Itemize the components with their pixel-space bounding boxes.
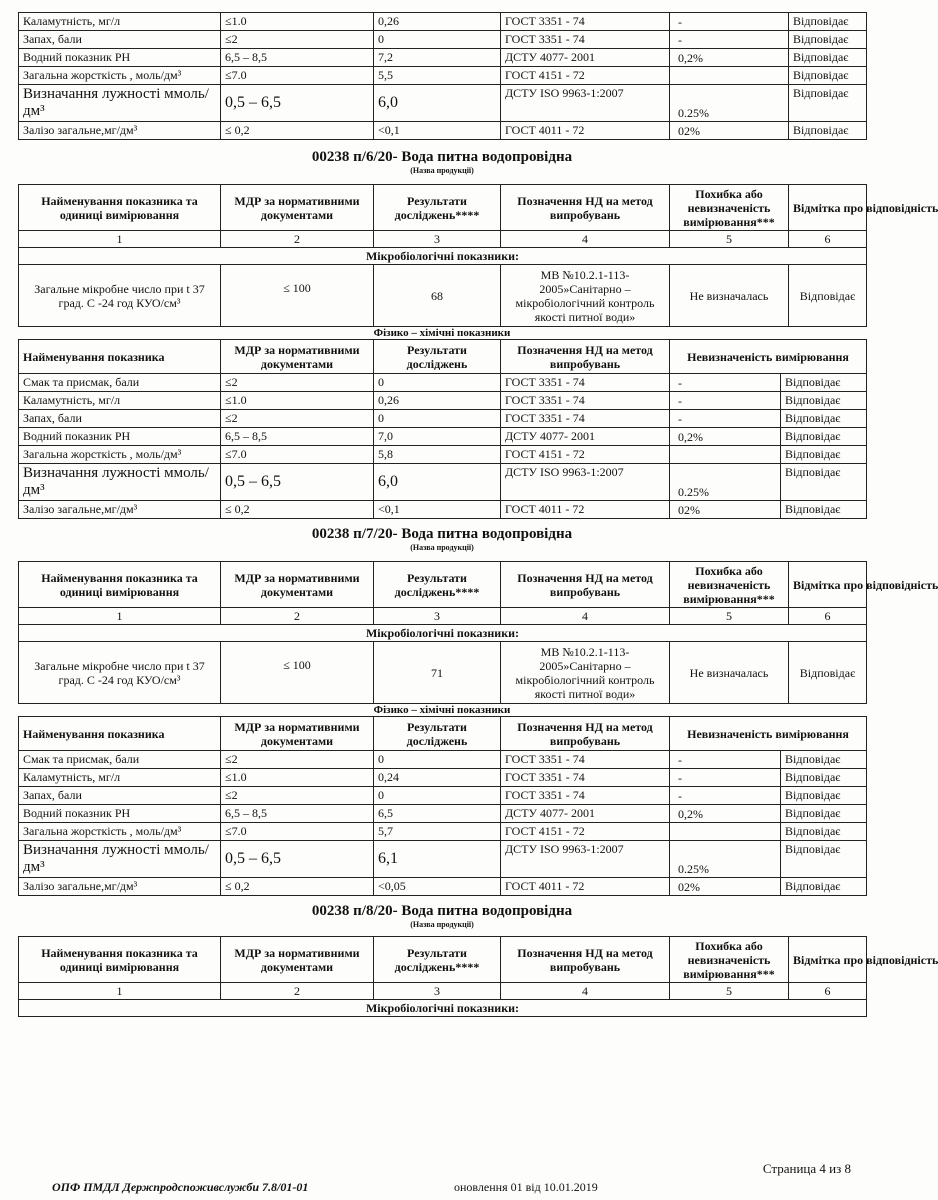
indicator-method: ГОСТ 4011 - 72: [501, 878, 670, 896]
indicator-row: [19, 446, 867, 464]
indicator-row: [19, 501, 867, 519]
indicator-result: 0,26: [374, 392, 501, 410]
indicator-result: 6,0: [374, 85, 501, 122]
indicator-method: ГОСТ 4151 - 72: [501, 446, 670, 464]
indicator-norm: ≤2: [221, 31, 374, 49]
ph-header-method: Позначення НД на метод випробувань: [501, 340, 670, 374]
indicator-norm: ≤2: [221, 751, 374, 769]
indicator-norm: ≤1.0: [221, 392, 374, 410]
col-num-2: 2: [221, 231, 374, 248]
indicator-norm: 6,5 – 8,5: [221, 428, 374, 446]
indicator-uncertainty: [670, 823, 781, 841]
indicator-conformity: Відповідає: [781, 501, 867, 519]
indicator-method: ДСТУ 4077- 2001: [501, 805, 670, 823]
indicator-method: ГОСТ 3351 - 74: [501, 13, 670, 31]
col-num-6: 6: [789, 231, 867, 248]
header-result: Результати досліджень****: [374, 185, 501, 231]
ph-header-result: Результати досліджень: [374, 340, 501, 374]
indicator-method: ГОСТ 3351 - 74: [501, 769, 670, 787]
header-error: Похибка або невизначеність вимірювання***: [670, 185, 789, 231]
indicator-uncertainty: 0,2%: [670, 805, 781, 823]
col-num-2: 2: [221, 983, 374, 1000]
header-name: Найменування показника та одиниці вимірювання: [19, 185, 221, 231]
micro-norm: ≤ 100: [221, 265, 374, 327]
indicator-uncertainty: -: [670, 13, 789, 31]
ph-header-norm: МДР за нормативними документами: [221, 340, 374, 374]
indicator-conformity: Відповідає: [789, 122, 867, 140]
indicator-method: ГОСТ 4151 - 72: [501, 823, 670, 841]
indicator-uncertainty: 02%: [670, 878, 781, 896]
col-num-1: 1: [19, 983, 221, 1000]
indicator-row: [19, 841, 867, 878]
indicator-name: Каламутність, мг/л: [19, 392, 221, 410]
indicator-method: ГОСТ 4151 - 72: [501, 67, 670, 85]
header-error: Похибка або невизначеність вимірювання***: [670, 562, 789, 608]
col-num-3: 3: [374, 608, 501, 625]
col-num-4: 4: [501, 983, 670, 1000]
indicator-method: ГОСТ 3351 - 74: [501, 374, 670, 392]
indicator-name: Загальна жорсткість , моль/дм³: [19, 67, 221, 85]
sample-8-subtitle: (Назва продукції): [410, 920, 474, 929]
indicator-name: Залізо загальне,мг/дм³: [19, 122, 221, 140]
col-num-4: 4: [501, 231, 670, 248]
footer-version: оновлення 01 від 10.01.2019: [454, 1180, 598, 1194]
indicator-uncertainty: [670, 446, 781, 464]
indicator-conformity: Відповідає: [781, 464, 867, 501]
indicator-uncertainty: -: [670, 410, 781, 428]
micro-indicator-name: Загальне мікробне число при t 37 град. С -24 год КУО/см³: [19, 265, 221, 327]
header-name: Найменування показника та одиниці вимірювання: [19, 937, 221, 983]
indicator-conformity: Відповідає: [781, 751, 867, 769]
micro-conformity: Відповідає: [789, 642, 867, 704]
indicator-norm: ≤ 0,2: [221, 878, 374, 896]
indicator-name: Визначання лужності ммоль/дм³: [19, 841, 221, 878]
col-num-5: 5: [670, 231, 789, 248]
indicator-name: Каламутність, мг/л: [19, 13, 221, 31]
header-method: Позначення НД на метод випробувань: [501, 562, 670, 608]
sample-6-physchem-table: [18, 339, 867, 519]
indicator-name: Загальна жорсткість , моль/дм³: [19, 823, 221, 841]
sample-8-micro-table: [18, 936, 938, 1017]
header-result: Результати досліджень****: [374, 562, 501, 608]
indicator-row: [19, 428, 867, 446]
micro-error: Не визначалась: [670, 265, 789, 327]
indicator-uncertainty: 0.25%: [670, 464, 781, 501]
indicator-uncertainty: -: [670, 31, 789, 49]
indicator-uncertainty: 0.25%: [670, 85, 789, 122]
sample-6-micro-table: [18, 184, 938, 327]
indicator-conformity: Відповідає: [781, 823, 867, 841]
indicator-uncertainty: 0.25%: [670, 841, 781, 878]
indicator-conformity: Відповідає: [781, 878, 867, 896]
indicator-uncertainty: -: [670, 751, 781, 769]
indicator-conformity: Відповідає: [781, 841, 867, 878]
indicator-name: Запах, бали: [19, 31, 221, 49]
indicator-method: ДСТУ ISO 9963-1:2007: [501, 85, 670, 122]
indicator-method: ГОСТ 3351 - 74: [501, 31, 670, 49]
col-num-4: 4: [501, 608, 670, 625]
footer-organization: ОПФ ПМДЛ Держпродспоживслужби 7.8/01-01: [52, 1180, 309, 1194]
col-num-5: 5: [670, 608, 789, 625]
indicator-result: 6,0: [374, 464, 501, 501]
indicator-uncertainty: 0,2%: [670, 428, 781, 446]
micro-conformity: Відповідає: [789, 265, 867, 327]
ph-header-uncertainty: Невизначеність вимірювання: [670, 340, 867, 374]
indicator-result: 7,0: [374, 428, 501, 446]
indicator-result: 0,26: [374, 13, 501, 31]
indicator-conformity: Відповідає: [781, 410, 867, 428]
sample-8-title: 00238 п/8/20- Вода питна водопровідна: [311, 903, 573, 919]
indicator-norm: ≤ 0,2: [221, 122, 374, 140]
indicator-name: Визначання лужності ммоль/дм³: [19, 85, 221, 122]
ph-header-method: Позначення НД на метод випробувань: [501, 717, 670, 751]
ph-header-uncertainty: Невизначеність вимірювання: [670, 717, 867, 751]
header-name: Найменування показника та одиниці вимірювання: [19, 562, 221, 608]
indicator-method: ГОСТ 3351 - 74: [501, 392, 670, 410]
indicator-norm: 6,5 – 8,5: [221, 805, 374, 823]
indicator-row: [19, 878, 867, 896]
micro-method: МВ №10.2.1-113-2005»Санітарно – мікробіологічний контроль якості питної води»: [501, 642, 670, 704]
indicator-norm: 0,5 – 6,5: [221, 85, 374, 122]
indicator-method: ГОСТ 3351 - 74: [501, 410, 670, 428]
micro-error: Не визначалась: [670, 642, 789, 704]
header-conformity: Відмітка про відповідність: [789, 937, 867, 983]
indicator-row: [19, 769, 867, 787]
sample-7-title: 00238 п/7/20- Вода питна водопровідна: [311, 526, 573, 542]
indicator-row: [19, 122, 867, 140]
indicator-row: [19, 13, 867, 31]
indicator-row: [19, 374, 867, 392]
indicator-method: ДСТУ ISO 9963-1:2007: [501, 464, 670, 501]
col-num-3: 3: [374, 231, 501, 248]
col-num-5: 5: [670, 983, 789, 1000]
microbio-section-label: Мікробіологічні показники:: [19, 625, 867, 642]
indicator-name: Визначання лужності ммоль/дм³: [19, 464, 221, 501]
indicator-conformity: Відповідає: [781, 769, 867, 787]
indicator-name: Залізо загальне,мг/дм³: [19, 878, 221, 896]
indicator-uncertainty: 0,2%: [670, 49, 789, 67]
micro-indicator-name: Загальне мікробне число при t 37 град. С -24 год КУО/см³: [19, 642, 221, 704]
indicator-conformity: Відповідає: [781, 446, 867, 464]
top-physchem-table: [18, 12, 867, 140]
microbio-section-label: Мікробіологічні показники:: [19, 1000, 867, 1017]
indicator-conformity: Відповідає: [789, 85, 867, 122]
indicator-row: [19, 464, 867, 501]
ph-header-result: Результати досліджень: [374, 717, 501, 751]
microbio-section-label: Мікробіологічні показники:: [19, 248, 867, 265]
col-num-1: 1: [19, 231, 221, 248]
indicator-name: Запах, бали: [19, 410, 221, 428]
indicator-result: 5,5: [374, 67, 501, 85]
indicator-conformity: Відповідає: [781, 374, 867, 392]
indicator-name: Водний показник РН: [19, 805, 221, 823]
indicator-result: 0: [374, 31, 501, 49]
indicator-conformity: Відповідає: [781, 787, 867, 805]
indicator-result: 0: [374, 751, 501, 769]
indicator-name: Водний показник РН: [19, 49, 221, 67]
indicator-norm: ≤ 0,2: [221, 501, 374, 519]
indicator-name: Запах, бали: [19, 787, 221, 805]
indicator-row: [19, 31, 867, 49]
sample-7-physchem-table: [18, 716, 867, 896]
indicator-result: 6,5: [374, 805, 501, 823]
indicator-uncertainty: [670, 67, 789, 85]
header-result: Результати досліджень****: [374, 937, 501, 983]
indicator-method: ГОСТ 4011 - 72: [501, 501, 670, 519]
physchem-section-label: Фізико – хімічні показники: [373, 327, 511, 339]
indicator-row: [19, 787, 867, 805]
col-num-3: 3: [374, 983, 501, 1000]
indicator-result: <0,1: [374, 501, 501, 519]
indicator-norm: ≤1.0: [221, 13, 374, 31]
col-num-6: 6: [789, 608, 867, 625]
sample-6-title: 00238 п/6/20- Вода питна водопровідна: [311, 149, 573, 165]
indicator-norm: 6,5 – 8,5: [221, 49, 374, 67]
micro-result: 68: [374, 265, 501, 327]
indicator-norm: 0,5 – 6,5: [221, 841, 374, 878]
indicator-name: Смак та присмак, бали: [19, 751, 221, 769]
indicator-method: ГОСТ 3351 - 74: [501, 787, 670, 805]
indicator-row: [19, 751, 867, 769]
ph-header-name: Найменування показника: [19, 717, 221, 751]
indicator-norm: ≤7.0: [221, 67, 374, 85]
indicator-conformity: Відповідає: [789, 49, 867, 67]
indicator-norm: ≤2: [221, 787, 374, 805]
header-method: Позначення НД на метод випробувань: [501, 937, 670, 983]
header-conformity: Відмітка про відповідність: [789, 562, 867, 608]
indicator-row: [19, 823, 867, 841]
page-number: Страница 4 из 8: [762, 1161, 851, 1176]
indicator-row: [19, 805, 867, 823]
indicator-row: [19, 85, 867, 122]
ph-header-name: Найменування показника: [19, 340, 221, 374]
indicator-uncertainty: -: [670, 769, 781, 787]
indicator-norm: ≤1.0: [221, 769, 374, 787]
indicator-norm: ≤7.0: [221, 823, 374, 841]
indicator-result: 0: [374, 410, 501, 428]
header-error: Похибка або невизначеність вимірювання***: [670, 937, 789, 983]
sample-6-subtitle: (Назва продукції): [410, 166, 474, 175]
micro-result: 71: [374, 642, 501, 704]
indicator-result: 6,1: [374, 841, 501, 878]
col-num-2: 2: [221, 608, 374, 625]
col-num-6: 6: [789, 983, 867, 1000]
indicator-norm: ≤2: [221, 410, 374, 428]
indicator-conformity: Відповідає: [781, 392, 867, 410]
indicator-row: [19, 392, 867, 410]
indicator-result: 0: [374, 787, 501, 805]
header-norm: МДР за нормативними документами: [221, 937, 374, 983]
indicator-norm: ≤2: [221, 374, 374, 392]
indicator-norm: 0,5 – 6,5: [221, 464, 374, 501]
physchem-section-label: Фізико – хімічні показники: [373, 704, 511, 716]
col-num-1: 1: [19, 608, 221, 625]
indicator-conformity: Відповідає: [789, 13, 867, 31]
ph-header-norm: МДР за нормативними документами: [221, 717, 374, 751]
indicator-result: 5,8: [374, 446, 501, 464]
indicator-method: ГОСТ 3351 - 74: [501, 751, 670, 769]
sample-7-micro-table: [18, 561, 938, 704]
indicator-conformity: Відповідає: [781, 428, 867, 446]
indicator-name: Смак та присмак, бали: [19, 374, 221, 392]
indicator-norm: ≤7.0: [221, 446, 374, 464]
indicator-uncertainty: 02%: [670, 122, 789, 140]
indicator-name: Залізо загальне,мг/дм³: [19, 501, 221, 519]
indicator-result: 7,2: [374, 49, 501, 67]
indicator-row: [19, 67, 867, 85]
header-norm: МДР за нормативними документами: [221, 562, 374, 608]
micro-method: МВ №10.2.1-113-2005»Санітарно – мікробіологічний контроль якості питної води»: [501, 265, 670, 327]
indicator-conformity: Відповідає: [789, 31, 867, 49]
indicator-row: [19, 410, 867, 428]
indicator-uncertainty: -: [670, 374, 781, 392]
indicator-conformity: Відповідає: [789, 67, 867, 85]
indicator-result: <0,05: [374, 878, 501, 896]
indicator-result: 5,7: [374, 823, 501, 841]
header-norm: МДР за нормативними документами: [221, 185, 374, 231]
indicator-method: ДСТУ ISO 9963-1:2007: [501, 841, 670, 878]
indicator-method: ДСТУ 4077- 2001: [501, 49, 670, 67]
sample-7-subtitle: (Назва продукції): [410, 543, 474, 552]
indicator-name: Каламутність, мг/л: [19, 769, 221, 787]
indicator-result: 0: [374, 374, 501, 392]
indicator-result: <0,1: [374, 122, 501, 140]
indicator-uncertainty: -: [670, 787, 781, 805]
indicator-name: Загальна жорсткість , моль/дм³: [19, 446, 221, 464]
indicator-method: ГОСТ 4011 - 72: [501, 122, 670, 140]
indicator-name: Водний показник РН: [19, 428, 221, 446]
indicator-uncertainty: -: [670, 392, 781, 410]
indicator-uncertainty: 02%: [670, 501, 781, 519]
indicator-result: 0,24: [374, 769, 501, 787]
indicator-conformity: Відповідає: [781, 805, 867, 823]
indicator-method: ДСТУ 4077- 2001: [501, 428, 670, 446]
micro-norm: ≤ 100: [221, 642, 374, 704]
indicator-row: [19, 49, 867, 67]
header-conformity: Відмітка про відповідність: [789, 185, 867, 231]
header-method: Позначення НД на метод випробувань: [501, 185, 670, 231]
